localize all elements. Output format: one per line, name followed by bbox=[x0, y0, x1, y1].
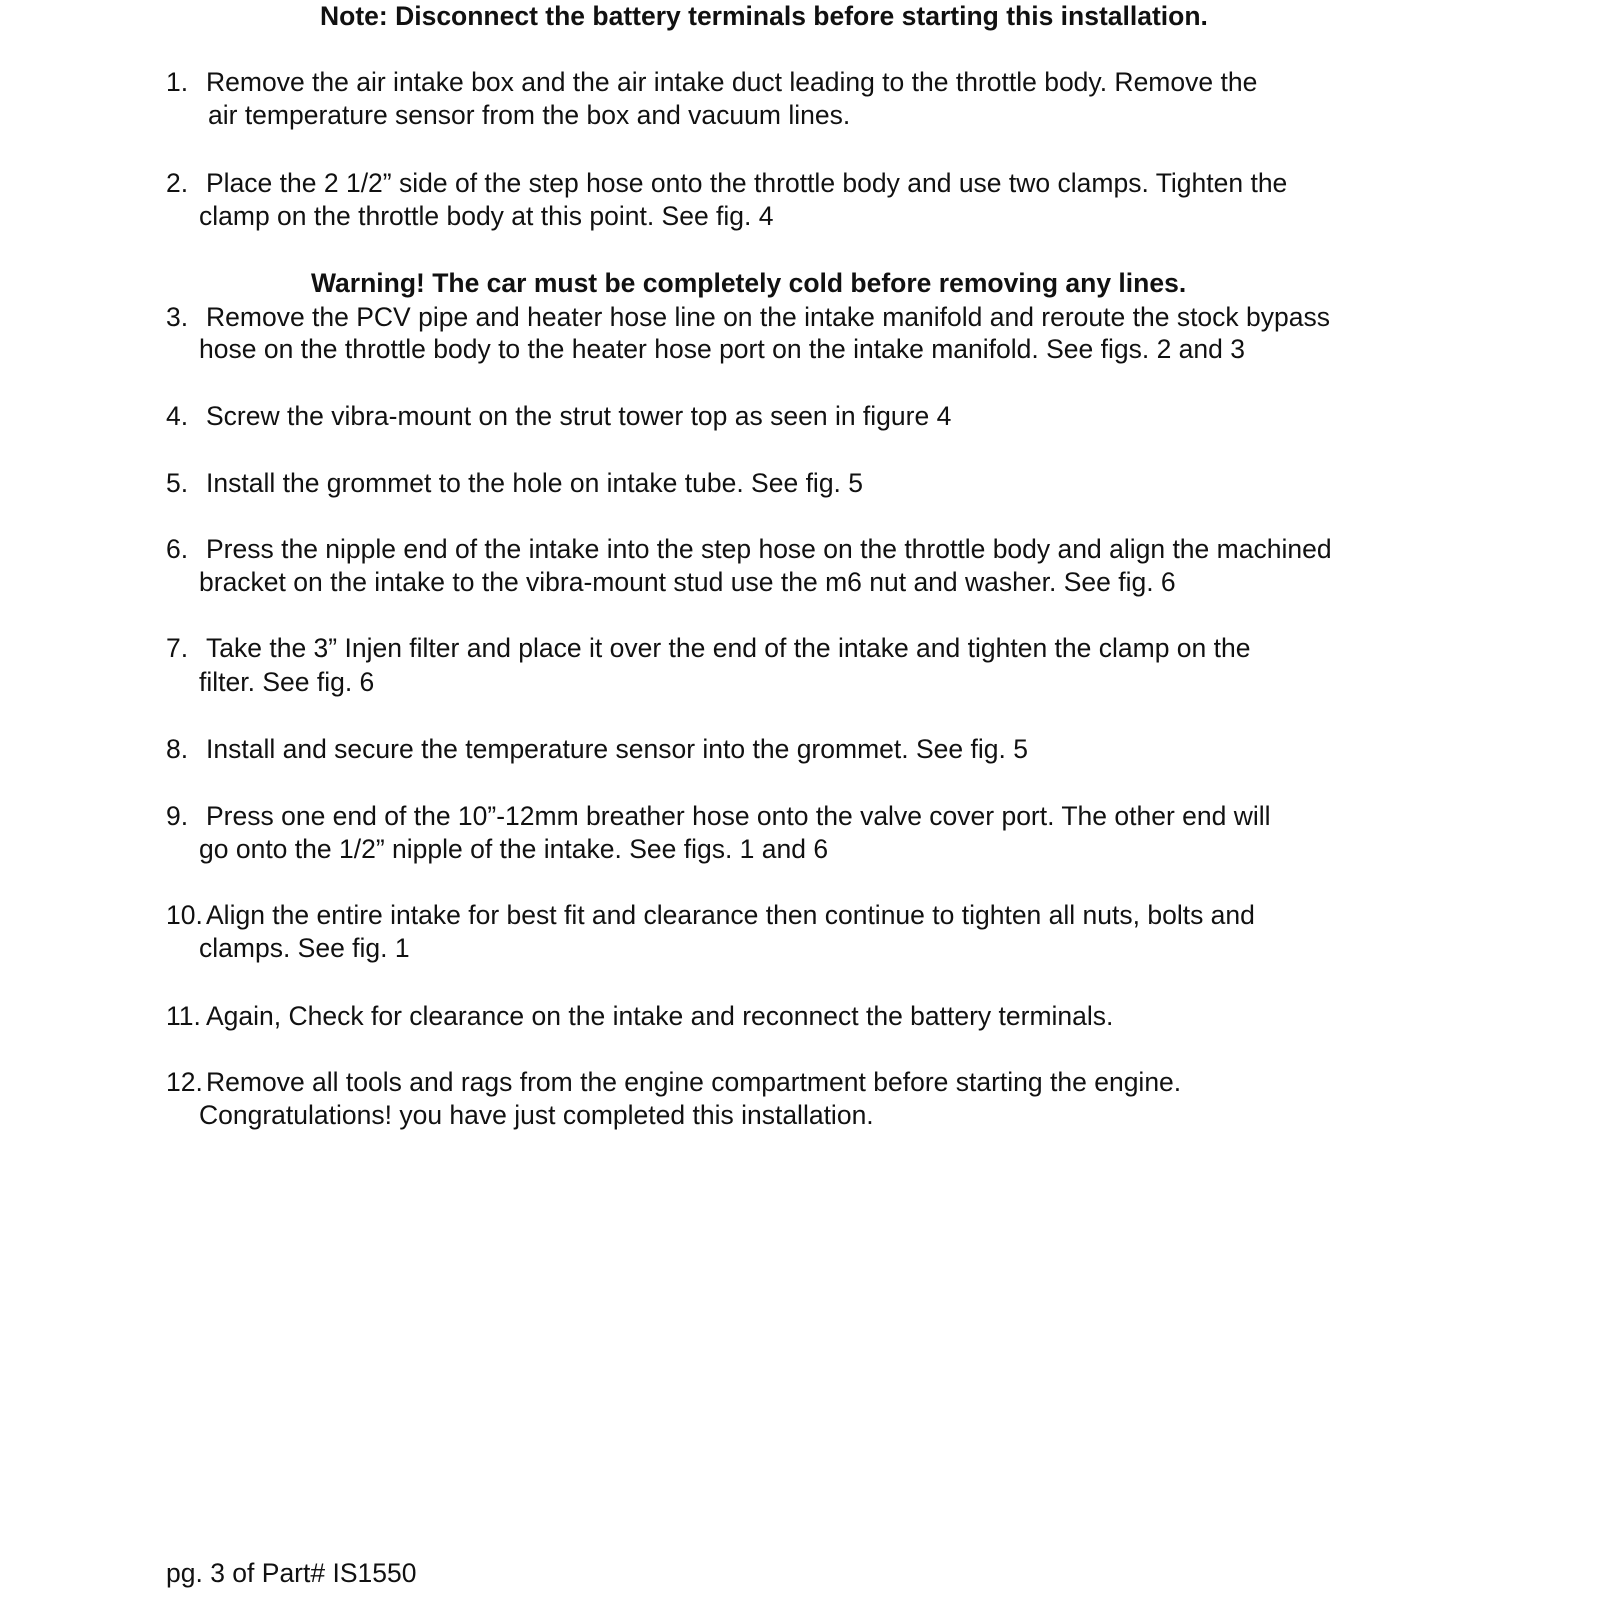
step-text-line: Remove the PCV pipe and heater hose line on the intake manifold and reroute the stock bypass bbox=[206, 302, 1330, 332]
step-text-line: air temperature sensor from the box and vacuum lines. bbox=[208, 100, 851, 130]
step-text-line: Install the grommet to the hole on intake tube. See fig. 5 bbox=[206, 468, 864, 498]
step-text-line: clamps. See fig. 1 bbox=[199, 933, 410, 963]
step-number: 10. bbox=[166, 900, 203, 930]
step-text-line: Press one end of the 10”-12mm breather hose onto the valve cover port. The other end will bbox=[206, 801, 1271, 831]
step-number: 1. bbox=[166, 67, 189, 97]
step-text-line: Again, Check for clearance on the intake and reconnect the battery terminals. bbox=[206, 1001, 1114, 1031]
step-number: 2. bbox=[166, 168, 189, 198]
step-text-line: Place the 2 1/2” side of the step hose onto the throttle body and use two clamps. Tighten the bbox=[206, 168, 1288, 198]
step-text-line: Take the 3” Injen filter and place it over the end of the intake and tighten the clamp on the bbox=[206, 633, 1251, 663]
step-text-line: clamp on the throttle body at this point. See fig. 4 bbox=[199, 201, 774, 231]
step-number: 3. bbox=[166, 302, 189, 332]
step-number: 9. bbox=[166, 801, 189, 831]
step-number: 6. bbox=[166, 534, 189, 564]
step-number: 5. bbox=[166, 468, 189, 498]
step-text-line: hose on the throttle body to the heater hose port on the intake manifold. See figs. 2 and 3 bbox=[199, 334, 1245, 364]
note-heading: Note: Disconnect the battery terminals before starting this installation. bbox=[320, 1, 1208, 31]
step-text-line: Press the nipple end of the intake into the step hose on the throttle body and align the machined bbox=[206, 534, 1332, 564]
step-text-line: Remove all tools and rags from the engine compartment before starting the engine. bbox=[206, 1067, 1182, 1097]
step-text-line: Install and secure the temperature sensor into the grommet. See fig. 5 bbox=[206, 734, 1028, 764]
step-number: 4. bbox=[166, 401, 189, 431]
page-footer: pg. 3 of Part# IS1550 bbox=[166, 1558, 417, 1588]
step-number: 11. bbox=[166, 1001, 201, 1031]
step-text-line: go onto the 1/2” nipple of the intake. See figs. 1 and 6 bbox=[199, 834, 829, 864]
step-text-line: bracket on the intake to the vibra-mount stud use the m6 nut and washer. See fig. 6 bbox=[199, 567, 1176, 597]
warning-heading: Warning! The car must be completely cold before removing any lines. bbox=[311, 268, 1187, 298]
step-text-line: Align the entire intake for best fit and clearance then continue to tighten all nuts, bolts and bbox=[206, 900, 1255, 930]
step-number: 7. bbox=[166, 633, 189, 663]
step-number: 8. bbox=[166, 734, 189, 764]
step-text-line: Congratulations! you have just completed this installation. bbox=[199, 1100, 874, 1130]
step-text-line: filter. See fig. 6 bbox=[199, 667, 375, 697]
step-number: 12. bbox=[166, 1067, 203, 1097]
step-text-line: Screw the vibra-mount on the strut tower top as seen in figure 4 bbox=[206, 401, 952, 431]
step-text-line: Remove the air intake box and the air intake duct leading to the throttle body. Remove the bbox=[206, 67, 1258, 97]
